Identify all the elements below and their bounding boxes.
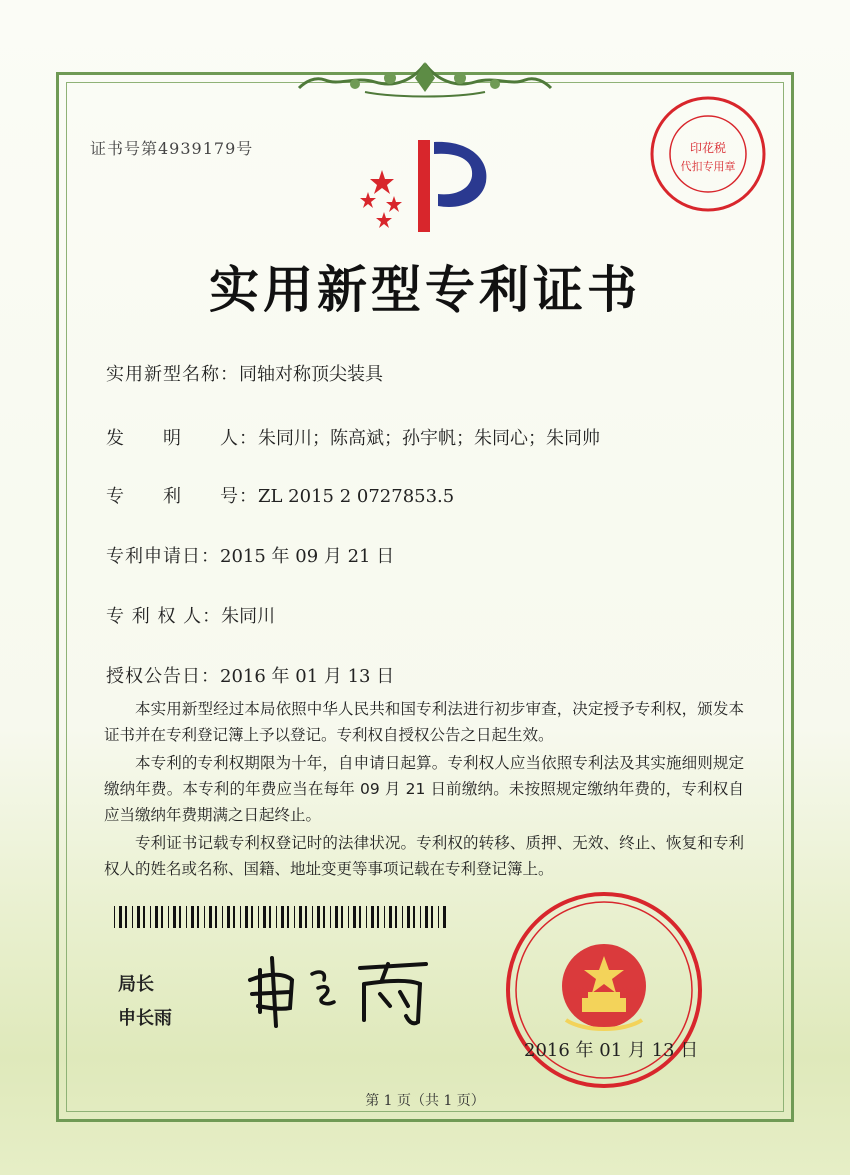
barcode-bar xyxy=(191,906,194,928)
barcode-bar xyxy=(143,906,145,928)
barcode-bar xyxy=(407,906,410,928)
certificate-title: 实用新型专利证书 xyxy=(209,261,641,319)
field-value: 2015 年 09 月 21 日 xyxy=(220,546,395,567)
barcode-bar xyxy=(402,906,403,928)
field-utility-model-name xyxy=(106,360,383,386)
director-title: 局长 xyxy=(118,974,154,995)
barcode-bar xyxy=(276,906,277,928)
barcode-bar xyxy=(443,906,446,928)
barcode-bar xyxy=(359,906,361,928)
barcode-bar xyxy=(233,906,235,928)
barcode-bar xyxy=(312,906,313,928)
barcode-bar xyxy=(150,906,151,928)
barcode-bar xyxy=(323,906,325,928)
field-patent-number xyxy=(106,482,454,508)
barcode-bar xyxy=(348,906,349,928)
field-inventors xyxy=(106,424,600,450)
barcode-bar xyxy=(215,906,217,928)
field-label: 发 明 人： xyxy=(106,428,258,449)
barcode-bar xyxy=(186,906,187,928)
barcode-bar xyxy=(168,906,169,928)
field-value: ZL 2015 2 0727853.5 xyxy=(258,486,455,507)
field-value: 朱同川 xyxy=(221,606,276,627)
sipo-logo-icon xyxy=(350,130,510,240)
barcode-icon xyxy=(114,906,446,928)
barcode-bar xyxy=(305,906,307,928)
barcode-bar xyxy=(173,906,176,928)
tax-stamp-seal xyxy=(648,94,768,214)
certificate-number: 证书号第4939179号 xyxy=(90,139,254,158)
barcode-bar xyxy=(281,906,284,928)
barcode-bar xyxy=(299,906,302,928)
barcode-bar xyxy=(245,906,248,928)
barcode-bar xyxy=(353,906,356,928)
barcode-bar xyxy=(377,906,379,928)
barcode-bar xyxy=(263,906,266,928)
barcode-bar xyxy=(420,906,421,928)
barcode-bar xyxy=(269,906,271,928)
barcode-bar xyxy=(204,906,205,928)
barcode-bar xyxy=(125,906,127,928)
barcode-bar xyxy=(431,906,433,928)
barcode-bar xyxy=(317,906,320,928)
field-application-date xyxy=(106,542,394,568)
barcode-bar xyxy=(341,906,343,928)
field-grant-date xyxy=(106,662,394,688)
barcode-bar xyxy=(371,906,374,928)
page-number: 第 1 页（共 1 页） xyxy=(365,1093,485,1109)
barcode-bar xyxy=(366,906,367,928)
field-label: 专利申请日： xyxy=(106,546,220,567)
body-paragraph: 专利证书记载专利权登记时的法律状况。专利权的转移、质押、无效、终止、恢复和专利权人的姓名或名称、国籍、地址变更等事项记载在专利登记簿上。 xyxy=(104,834,744,878)
barcode-bar xyxy=(227,906,230,928)
barcode-bar xyxy=(389,906,392,928)
barcode-bar xyxy=(287,906,289,928)
barcode-bar xyxy=(294,906,295,928)
barcode-bar xyxy=(395,906,397,928)
barcode-bar xyxy=(258,906,259,928)
barcode-bar xyxy=(438,906,439,928)
field-value: 同轴对称顶尖装具 xyxy=(239,364,383,385)
barcode-bar xyxy=(161,906,163,928)
field-value: 2016 年 01 月 13 日 xyxy=(220,666,395,687)
barcode-bar xyxy=(425,906,428,928)
barcode-bar xyxy=(209,906,212,928)
barcode-bar xyxy=(251,906,253,928)
seal-date: 2016 年 01 月 13 日 xyxy=(524,1040,699,1061)
field-label: 授权公告日： xyxy=(106,666,220,687)
director-signature-icon xyxy=(240,950,440,1030)
director-name: 申长雨 xyxy=(118,1008,172,1029)
field-value: 朱同川；陈高斌；孙宇帆；朱同心；朱同帅 xyxy=(258,428,600,449)
barcode-bar xyxy=(119,906,122,928)
body-paragraph: 本实用新型经过本局依照中华人民共和国专利法进行初步审查，决定授予专利权，颁发本证书并在专利登记簿上予以登记。专利权自授权公告之日起生效。 xyxy=(104,700,744,744)
barcode-bar xyxy=(179,906,181,928)
svg-text:印花税: 印花税 xyxy=(689,141,727,155)
barcode-bar xyxy=(384,906,385,928)
barcode-bar xyxy=(197,906,199,928)
barcode-bar xyxy=(413,906,415,928)
barcode-bar xyxy=(330,906,331,928)
certificate-body xyxy=(104,696,744,882)
barcode-bar xyxy=(132,906,133,928)
field-label: 实用新型名称： xyxy=(106,364,239,385)
field-label: 专 利 号： xyxy=(106,486,258,507)
barcode-bar xyxy=(335,906,338,928)
barcode-bar xyxy=(222,906,223,928)
field-label: 专 利 权 人： xyxy=(106,606,222,627)
field-patentee xyxy=(106,602,275,628)
barcode-bar xyxy=(240,906,241,928)
barcode-bar xyxy=(114,906,115,928)
barcode-bar xyxy=(137,906,140,928)
svg-text:代扣专用章: 代扣专用章 xyxy=(680,160,736,173)
top-ornament-icon xyxy=(295,58,555,102)
body-paragraph: 本专利的专利权期限为十年，自申请日起算。专利权人应当依照专利法及其实施细则规定缴纳年费。本专利的年费应当在每年 09 月 21 日前缴纳。未按照规定缴纳年费的，专利权自应当缴纳年费期满之日起终止。 xyxy=(104,754,744,824)
barcode-bar xyxy=(155,906,158,928)
